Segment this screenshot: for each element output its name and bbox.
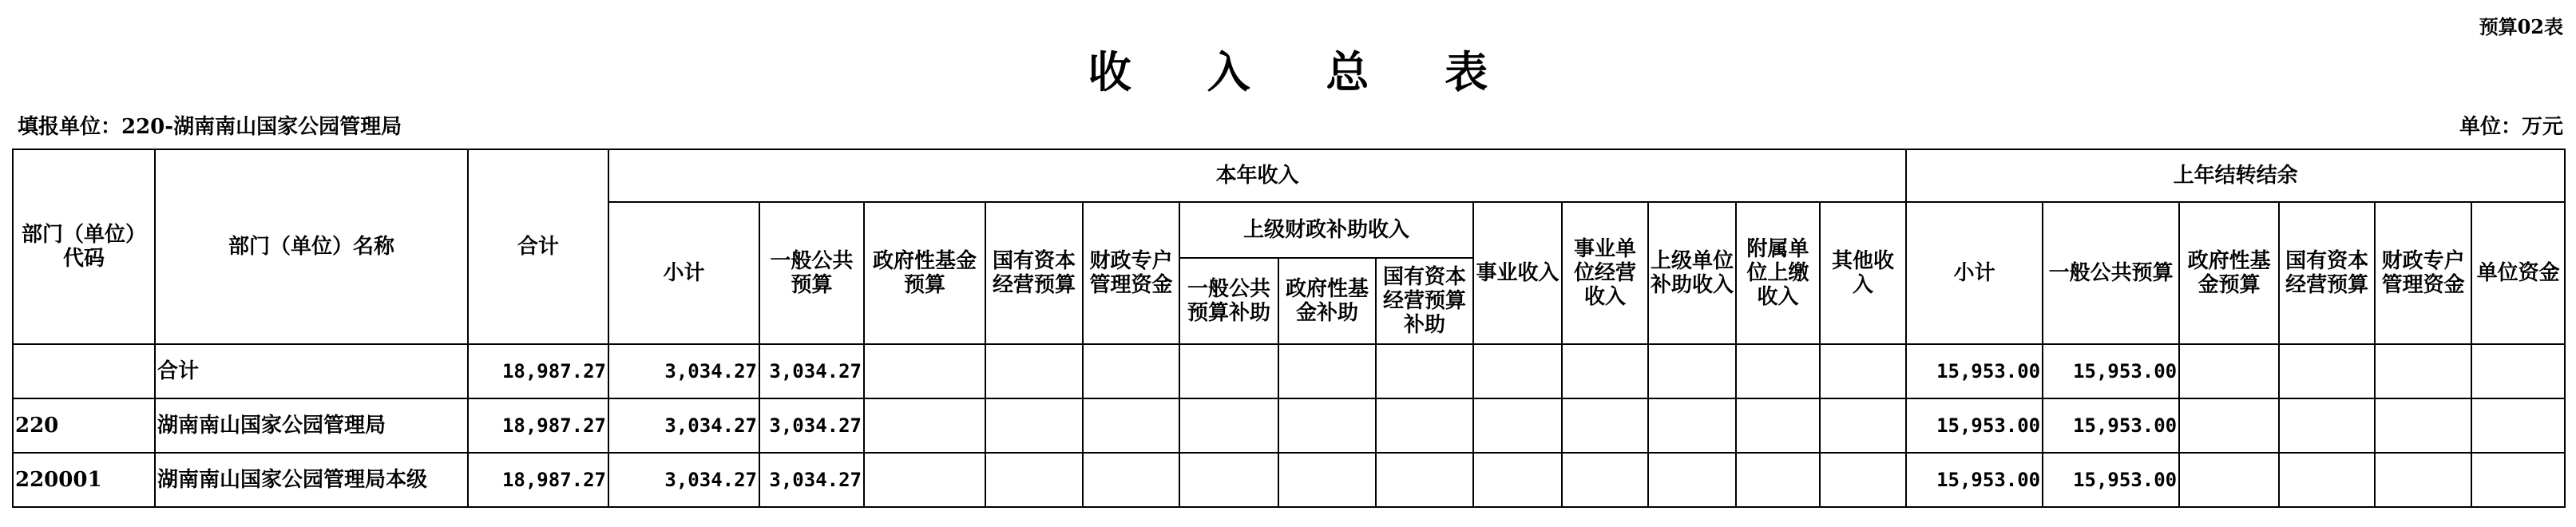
cell-code (13, 344, 155, 398)
cell-cur-general: 3,034.27 (759, 344, 864, 398)
table-row (13, 453, 2565, 507)
cell-code: 220001 (13, 453, 155, 507)
cell-total: 18,987.27 (468, 453, 608, 507)
col-group-upper-subsidy: 上级财政补助收入 (1179, 202, 1473, 258)
col-group-prior-year: 上年结转结余 (1906, 149, 2565, 202)
col-prior-gov-fund-budget: 政府性基金预算 (2179, 202, 2279, 344)
col-cur-gov-fund-budget: 政府性基金预算 (864, 202, 985, 344)
cell-cur-subtotal: 3,034.27 (608, 398, 759, 453)
col-upper-state-capital-subsidy: 国有资本经营预算补助 (1376, 258, 1473, 344)
col-prior-general-budget: 一般公共预算 (2043, 202, 2179, 344)
cell-cur-subtotal: 3,034.27 (608, 344, 759, 398)
col-cur-operating-income: 事业单位经营收入 (1562, 202, 1648, 344)
cell-name: 合计 (155, 344, 468, 398)
col-cur-fiscal-special: 财政专户管理资金 (1083, 202, 1179, 344)
col-group-current-year: 本年收入 (608, 149, 1906, 202)
col-dept-code: 部门（单位）代码 (13, 149, 155, 344)
cell-name: 湖南南山国家公园管理局 (155, 398, 468, 453)
col-cur-state-capital-budget: 国有资本经营预算 (985, 202, 1083, 344)
col-dept-name: 部门（单位）名称 (155, 149, 468, 344)
cell-prior-general: 15,953.00 (2043, 453, 2179, 507)
table-row (13, 398, 2565, 453)
cell-prior-subtotal: 15,953.00 (1906, 398, 2043, 453)
col-upper-gov-fund-subsidy: 政府性基金补助 (1278, 258, 1376, 344)
cell-cur-subtotal: 3,034.27 (608, 453, 759, 507)
table-row (13, 344, 2565, 398)
col-cur-subtotal: 小计 (608, 202, 759, 344)
reporting-unit: 填报单位：220-湖南南山国家公园管理局 (18, 115, 402, 139)
col-prior-fiscal-special: 财政专户管理资金 (2375, 202, 2471, 344)
cell-name: 湖南南山国家公园管理局本级 (155, 453, 468, 507)
col-cur-general-budget: 一般公共预算 (759, 202, 864, 344)
page-title: 收 入 总 表 (1088, 46, 1519, 97)
cell-prior-subtotal: 15,953.00 (1906, 453, 2043, 507)
col-prior-state-capital-budget: 国有资本经营预算 (2279, 202, 2375, 344)
income-summary-table (12, 149, 2566, 508)
cell-cur-general: 3,034.27 (759, 398, 864, 453)
cell-prior-subtotal: 15,953.00 (1906, 344, 2043, 398)
col-prior-unit-funds: 单位资金 (2471, 202, 2565, 344)
cell-prior-general: 15,953.00 (2043, 398, 2179, 453)
col-total: 合计 (468, 149, 608, 344)
col-cur-business-income: 事业收入 (1473, 202, 1562, 344)
col-cur-upper-unit-subsidy: 上级单位补助收入 (1648, 202, 1736, 344)
col-cur-affiliated-income: 附属单位上缴收入 (1736, 202, 1820, 344)
col-upper-general-subsidy: 一般公共预算补助 (1179, 258, 1278, 344)
col-prior-subtotal: 小计 (1906, 202, 2043, 344)
cell-total: 18,987.27 (468, 344, 608, 398)
cell-total: 18,987.27 (468, 398, 608, 453)
cell-prior-general: 15,953.00 (2043, 344, 2179, 398)
col-cur-other-income: 其他收入 (1820, 202, 1906, 344)
currency-unit: 单位：万元 (2459, 115, 2563, 139)
cell-code: 220 (13, 398, 155, 453)
cell-cur-general: 3,034.27 (759, 453, 864, 507)
form-code: 预算02表 (2479, 15, 2563, 38)
